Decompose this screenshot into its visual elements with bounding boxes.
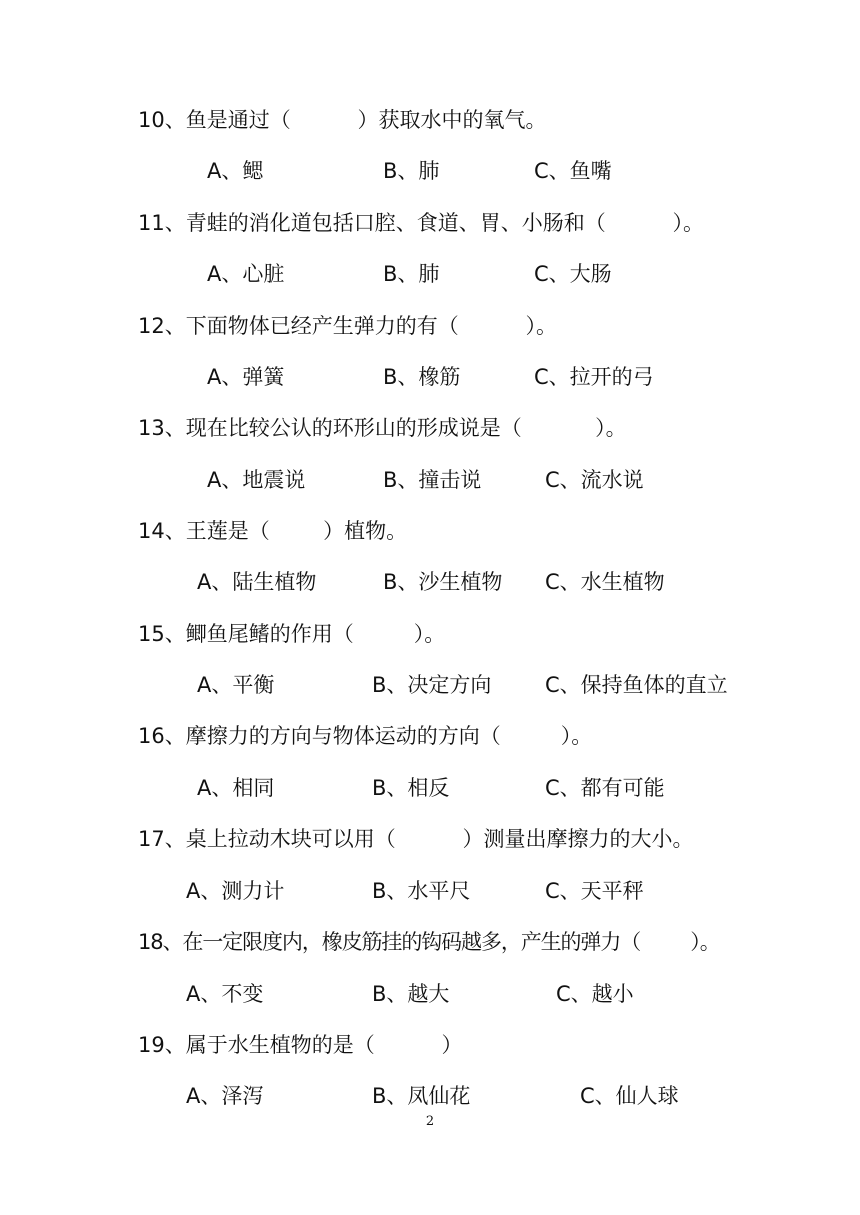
question-15-option-b: B、决定方向 [372, 673, 492, 697]
question-12: 12、下面物体已经产生弹力的有（ ）。 [138, 314, 557, 338]
question-17-option-a: A、测力计 [186, 879, 285, 903]
question-14-option-b: B、沙生植物 [383, 570, 503, 594]
question-11-option-c: C、大肠 [534, 262, 612, 286]
question-18-option-c: C、越小 [556, 982, 634, 1006]
question-16-option-c: C、都有可能 [545, 776, 665, 800]
question-15: 15、鲫鱼尾鳍的作用（ ）。 [138, 622, 446, 646]
question-15-option-a: A、平衡 [197, 673, 275, 697]
question-19-option-a: A、泽泻 [186, 1084, 264, 1108]
question-14: 14、王莲是（ ）植物。 [138, 519, 408, 543]
question-12-option-a: A、弹簧 [207, 365, 285, 389]
question-13: 13、现在比较公认的环形山的形成说是（ ）。 [138, 416, 627, 440]
question-19: 19、属于水生植物的是（ ） [138, 1033, 463, 1057]
question-18-option-b: B、越大 [372, 982, 450, 1006]
question-10-option-a: A、鳃 [207, 159, 264, 183]
question-12-option-b: B、橡筋 [383, 365, 461, 389]
question-14-option-a: A、陆生植物 [197, 570, 317, 594]
question-11: 11、青蛙的消化道包括口腔、食道、胃、小肠和（ ）。 [138, 211, 704, 235]
question-13-option-c: C、流水说 [545, 468, 644, 492]
question-12-option-c: C、拉开的弓 [534, 365, 654, 389]
question-19-option-b: B、凤仙花 [372, 1084, 471, 1108]
question-17-option-b: B、水平尺 [372, 879, 471, 903]
question-16-option-b: B、相反 [372, 776, 450, 800]
question-13-option-b: B、撞击说 [383, 468, 482, 492]
question-16-option-a: A、相同 [197, 776, 275, 800]
question-10-option-b: B、肺 [383, 159, 440, 183]
question-17-option-c: C、天平秤 [545, 879, 644, 903]
question-13-option-a: A、地震说 [207, 468, 306, 492]
question-17: 17、桌上拉动木块可以用（ ）测量出摩擦力的大小。 [138, 827, 694, 851]
question-18: 18、在一定限度内，橡皮筋挂的钩码越多，产生的弹力（ ）。 [138, 930, 720, 954]
question-11-option-b: B、肺 [383, 262, 440, 286]
question-15-option-c: C、保持鱼体的直立 [545, 673, 728, 697]
question-14-option-c: C、水生植物 [545, 570, 665, 594]
question-11-option-a: A、心脏 [207, 262, 285, 286]
page-number: 2 [425, 1114, 435, 1129]
question-10: 10、鱼是通过（ ）获取水中的氧气。 [138, 108, 547, 132]
question-19-option-c: C、仙人球 [580, 1084, 679, 1108]
question-16: 16、摩擦力的方向与物体运动的方向（ ）。 [138, 724, 593, 748]
question-18-option-a: A、不变 [186, 982, 264, 1006]
question-10-option-c: C、鱼嘴 [534, 159, 612, 183]
